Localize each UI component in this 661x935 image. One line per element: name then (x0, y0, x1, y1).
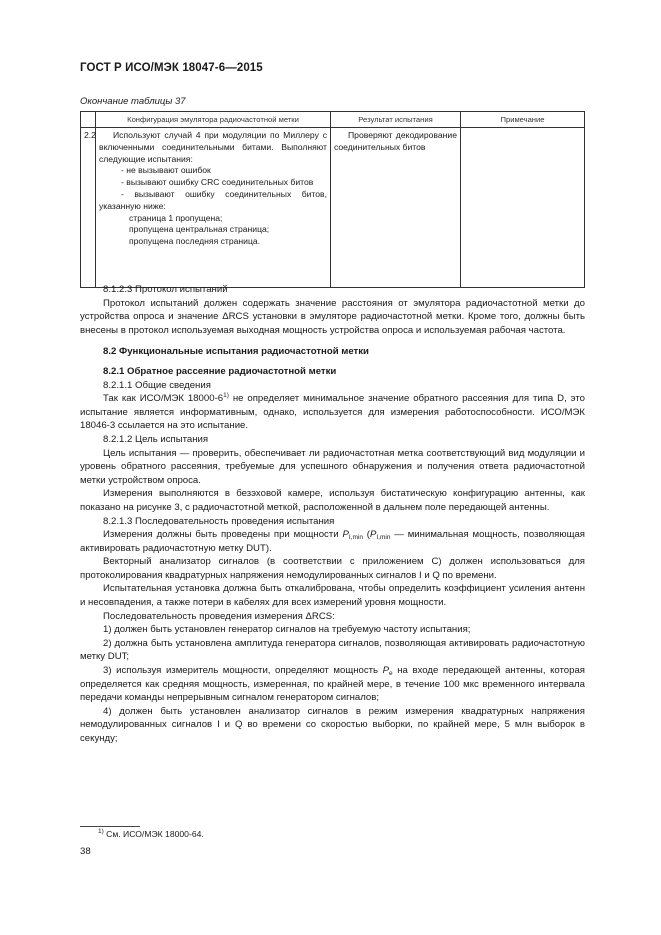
step-3: 3) используя измеритель мощности, определяют мощность $P_e$ на входе передающей антенны, которая определяется как средняя мощность, измеренная, по крайней мере, в течение 100 мкс временного интервала передачи команды непрерывным сигналом генератором сигналов; (80, 665, 585, 704)
footnote-ref[interactable]: 1) (223, 392, 229, 400)
note-cell (461, 128, 585, 288)
footnote-divider (80, 826, 140, 827)
section-8-2-1-2-text1: Цель испытания — проверить, обеспечивает ли радиочастотная метка соответствующий вид модуляции и уровень обратного рассеяния, требуемые для успешного обнаружения и получения ответа радиочастотной метки устройством опроса. (80, 447, 585, 486)
section-8-2-1-3-p4: Последовательность проведения измерения ΔRCS: (103, 610, 335, 622)
footnote-text: См. ИСО/МЭК 18000-64. (103, 829, 204, 839)
step-2: 2) должна быть установлена амплитуда генератора сигналов, позволяющая активировать радиочастотную метку DUT; (80, 637, 585, 663)
body-text (80, 283, 585, 746)
col-header-result: Результат испытания (331, 112, 461, 128)
section-8-2-1-1-title: 8.2.1.1 Общие сведения (103, 379, 211, 391)
step-4: 4) должен быть установлен анализатор сигналов в режим измерения квадратурных напряжения немодулированных сигналов I и Q во времени со скоростью выборки, по крайней мере, 5 млн выборок в секунду; (80, 705, 585, 744)
result-cell: Проверяют декодирование соединительных битов (331, 128, 461, 288)
config-line: - вызывают ошибку соединительных битов, указанную ниже: (99, 188, 327, 211)
section-8-2-1-3-p3: Испытательная установка должна быть откалиброванa, чтобы определить коэффициент усиления антенн и несовпадения, а также потери в кабелях для всех измерений уровня мощности. (80, 583, 585, 609)
config-line: - не вызывают ошибок (121, 165, 211, 176)
config-line: пропущена последняя страница. (129, 236, 261, 247)
table-37 (80, 111, 585, 288)
page-number: 38 (80, 846, 91, 857)
section-8-1-2-3-title: 8.1.2.3 Протокол испытаний (103, 284, 228, 295)
table-header-row (81, 112, 585, 128)
config-cell (96, 128, 331, 288)
col-header-note: Примечание (461, 112, 585, 128)
section-8-2-1-2-title: 8.2.1.2 Цель испытания (103, 433, 209, 445)
section-8-2-1-3-title: 8.2.1.3 Последовательность проведения испытания (103, 515, 335, 527)
config-line: - вызывают ошибку CRC соединительных битов (121, 177, 314, 188)
footnote-mark: 1) (98, 828, 104, 835)
document-header: ГОСТ Р ИСО/МЭК 18047-6—2015 (80, 62, 263, 74)
row-number: 2.2 (81, 128, 96, 288)
section-8-2-1-3-p2: Векторный анализатор сигналов (в соответствии с приложением С) должен использоваться для протоколирования квадратурных напряжения немодулированных сигналов I и Q по времени. (80, 556, 585, 581)
section-8-2-1-2-text2: Измерения выполняются в безэховой камере, используя бистатическую конфигурацию антенны, как показано на рисунке 3, с радиочастотной меткой, расположенной в дальнем поле передающей антенны. (80, 488, 585, 513)
config-line: пропущена центральная страница; (129, 224, 270, 235)
config-line: Используют случай 4 при модуляции по Миллеру с включенными соединительными битами. Выполняют следующие испытания: (99, 130, 327, 164)
section-8-2-1-3-p1: Измерения должны быть проведены при мощности $P_{I,min}$ ($P_{I,min}$ — минимальная мощность, позволяющая активировать радиочастотную метку DUT). (80, 529, 585, 554)
config-line: страница 1 пропущена; (129, 212, 223, 223)
col-header-config: Конфигурация эмулятора радиочастотной метки (96, 112, 331, 128)
step-1: 1) должен быть установлен генератор сигналов на требуемую частоту испытания; (103, 624, 471, 636)
footnote (98, 829, 204, 839)
section-8-2-1-title: 8.2.1 Обратное рассеяние радиочастотной метки (103, 365, 337, 377)
table-caption: Окончание таблицы 37 (80, 96, 186, 107)
section-8-2-1-1-text: Так как ИСО/МЭК 18000-6$^{1)}$ не определяет минимальное значение обратного рассеяния для типа D, это испытание является информативным, однако, используется для измерения работоспособности. ИСО/МЭК 18046-3 ссылается на это испытание. (80, 392, 585, 432)
section-8-2-title: 8.2 Функциональные испытания радиочастотной метки (103, 346, 369, 358)
section-8-1-2-3-text: Протокол испытаний должен содержать значение расстояния от эмулятора радиочастотной метки до устройства опроса и значение ΔRCS установки в эмуляторе радиочастотной метки. Кроме того, должны быть внесены в протокол используемая выходная мощность устройства опроса и используемая рабочая частота. (80, 297, 585, 336)
col-header-num (81, 112, 96, 128)
table-row (81, 128, 585, 288)
